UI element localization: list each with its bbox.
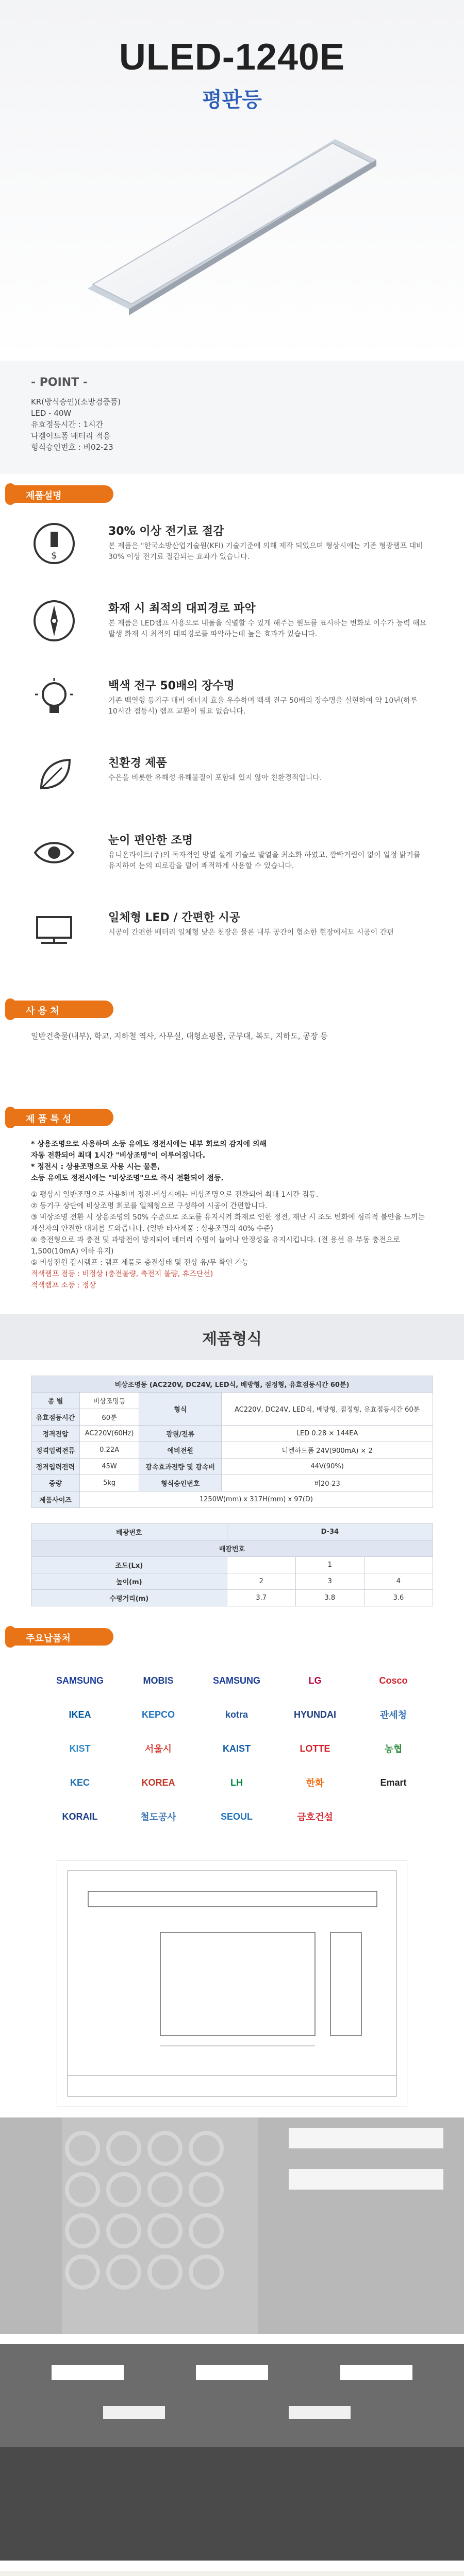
spec-key: 유효점등시간	[31, 1409, 80, 1426]
feature-item	[0, 747, 464, 824]
dist-val: 3	[295, 1573, 364, 1590]
point-item: LED - 40W	[31, 409, 72, 418]
hero-section	[0, 0, 464, 361]
feature-desc: 기존 백열형 등기구 대비 에너지 효율 우수하며 백색 전구 50배의 장수명을 실현하여 약 10년(하루 10시간 점등시) 램프 교환이 필요 없습니다.	[108, 697, 418, 716]
install-photo-1	[0, 2117, 464, 2334]
compass-icon	[31, 598, 77, 644]
special-header	[0, 1097, 464, 1133]
spec-key: 형식승인번호	[139, 1475, 222, 1492]
partner-logo: SEOUL	[220, 1811, 253, 1822]
spec-key: 광원/전류	[139, 1426, 222, 1442]
spec-val: 비상조명등	[79, 1393, 139, 1409]
partner-logo: HYUNDAI	[293, 1709, 336, 1720]
partner-logo: 철도공사	[140, 1812, 176, 1822]
partner-logo: kotra	[225, 1709, 248, 1720]
feature-title: 백색 전구 50배의 장수명	[108, 680, 235, 692]
special-list-item: ⑤ 비상전원 감시램프 : 램프 제품로 충전상태 및 전상 유/무 확인 가능	[31, 1259, 249, 1267]
dist-key: 높이(m)	[31, 1573, 227, 1590]
spec-key: 정격입력전류	[31, 1442, 80, 1459]
dist-val: 2	[227, 1573, 295, 1590]
features-header	[0, 474, 464, 510]
point-list	[31, 396, 464, 453]
dist-col: 배광번호	[31, 1524, 227, 1540]
feature-desc: 시공이 간편한 배터리 일체형 낮은 천장은 물론 내부 공간이 협소한 현장에서도 시공이 간편	[108, 928, 394, 937]
point-section	[0, 361, 464, 474]
partner-logo: 관세청	[379, 1710, 407, 1720]
table-row	[31, 1459, 433, 1475]
spec-val: 44V(90%)	[222, 1459, 433, 1475]
spec-table	[31, 1376, 433, 1508]
dist-val: 3.7	[227, 1590, 295, 1606]
partner-logo: KOREA	[141, 1777, 175, 1788]
product-subtitle: 평판등	[202, 88, 262, 112]
photo-svg	[0, 2344, 464, 2561]
spec-top-header: 비상조명등 (AC220V, DC24V, LED식, 배방형, 점정형, 유효점등시간 60분)	[31, 1376, 433, 1393]
feature-item	[0, 670, 464, 747]
section-label: 제품설명	[26, 490, 62, 501]
section-label-bar	[10, 485, 113, 503]
table-row	[31, 1590, 433, 1606]
spec-key: 광속효과전량 및 광속비	[139, 1459, 222, 1475]
spec-val: 0.22A	[79, 1442, 139, 1459]
feature-item	[0, 824, 464, 902]
partner-logo: 한화	[306, 1778, 324, 1788]
bulb-icon	[31, 675, 77, 721]
special-list-item: ④ 충전형으로 과 충전 및 과방전이 방지되어 배터리 수명이 늘어나 안정성을 유지시킵니다. (전 용선 유 부동 충전으로 1,500(10mA) 이하 유지)	[31, 1236, 400, 1256]
table-row	[31, 1376, 433, 1393]
special-section	[0, 1139, 464, 1314]
point-item: 유효정등시간 : 1시간	[31, 420, 104, 429]
partner-logo: KEPCO	[141, 1709, 175, 1720]
special-list-item: ① 평상시 일반조명으로 사용하며 정전·비상시에는 비상조명으로 전환되어 최대 1시간 점등.	[31, 1191, 319, 1199]
point-item: 나겔어드폼 배터리 적용	[31, 431, 111, 440]
table-row	[31, 1442, 433, 1459]
dist-val	[364, 1557, 433, 1573]
power-icon	[31, 520, 77, 567]
special-line: 소등 유에도 정전시에는 "비상조명"으로 즉시 전환되어 점등.	[31, 1174, 224, 1182]
usage-section	[0, 1025, 464, 1097]
table-row	[31, 1557, 433, 1573]
technical-drawing	[57, 1860, 407, 2107]
spec-key: 정격전압	[31, 1426, 80, 1442]
section-label-bar	[10, 1628, 113, 1646]
section-marker-icon	[5, 1107, 15, 1128]
drawing-svg	[57, 1860, 407, 2107]
partner-logo: KEC	[70, 1777, 90, 1788]
section-label-bar	[10, 1109, 113, 1126]
partner-logo: SAMSUNG	[56, 1675, 104, 1686]
partner-logo: LH	[230, 1777, 243, 1788]
feature-desc: 수은을 비롯한 유해성 유해물질이 포함돼 있지 않아 친환경적입니다.	[108, 774, 322, 782]
spec-val: LED 0.28 × 144EA	[222, 1426, 433, 1442]
feature-item	[0, 515, 464, 592]
spec-key: 종 별	[31, 1393, 80, 1409]
feature-title: 일체형 LED / 간편한 시공	[108, 911, 240, 924]
special-list-item: 적색램프 소등 : 정상	[31, 1281, 96, 1290]
special-list-item: 적색램프 점등 : 비정상 (충전불량, 축전지 불량, 휴즈단선)	[31, 1270, 213, 1278]
dist-val: 3.8	[295, 1590, 364, 1606]
install-icon	[31, 907, 77, 953]
feature-desc: 유니온라이트(주)의 독자적인 방열 설계 기술로 발열을 최소화 하였고, 깜빡거림이 없이 일정 밝기를 유지하여 눈의 피로감을 덜어 쾌적하게 사용할 수 있습니다.	[108, 851, 421, 870]
features-section	[0, 510, 464, 989]
table-row	[31, 1426, 433, 1442]
table-row	[31, 1524, 433, 1540]
eye-icon	[31, 829, 77, 876]
dist-col: D-34	[227, 1524, 433, 1540]
dist-val	[227, 1557, 295, 1573]
dist-val: 1	[295, 1557, 364, 1573]
light-distribution-table	[31, 1523, 433, 1606]
install-photo-3	[0, 2571, 464, 2576]
partners-section	[0, 1653, 464, 1850]
partner-logo: Emart	[380, 1777, 407, 1788]
feature-desc: 본 제품은 "한국소방산업기술원(KFI) 기술기준에 의해 제작 되었으며 형상시에는 기존 형광램프 대비 30% 이상 전기료 절감되는 효과가 있습니다.	[108, 542, 423, 561]
point-item: 형식승인번호 : 비02-23	[31, 443, 113, 452]
spec-val: AC220V(60Hz)	[79, 1426, 139, 1442]
partner-logo: LOTTE	[300, 1743, 330, 1754]
table-row	[31, 1540, 433, 1557]
section-label-bar	[10, 1001, 113, 1018]
partner-logo: Cosco	[379, 1675, 408, 1686]
section-label: 사 용 처	[26, 1006, 59, 1016]
special-text-box	[31, 1139, 433, 1291]
table-row	[31, 1573, 433, 1590]
section-marker-icon	[5, 483, 15, 505]
spec-key: 제품사이즈	[31, 1492, 80, 1508]
spec-val: 니켈하드폼 24V(900mA) × 2	[222, 1442, 433, 1459]
spec-key: 예비전원	[139, 1442, 222, 1459]
section-marker-icon	[5, 1626, 15, 1648]
spec-val: 5kg	[79, 1475, 139, 1492]
feature-title: 화재 시 최적의 대피경로 파악	[108, 602, 256, 615]
spec-val: 60분	[79, 1409, 139, 1426]
partner-logo-grid	[0, 1658, 464, 1839]
partner-logo: 서울시	[144, 1744, 172, 1754]
feature-desc: 본 제품은 LED램프 사용으로 내돌을 식별할 수 있게 해주는 원도를 표시하는 변화보 이수가 능력 해요 발생 화재 시 최적의 대피경로를 파악하는데 높은 효과가 있습니다.	[108, 619, 427, 638]
spec-section	[0, 1360, 464, 1617]
special-list-item: ③ 비상조명 전환 시 상용조명의 50% 수준으로 조도를 유지시켜 화재로 인한 정전, 재난 시 조도 변화에 심리적 불안을 느끼는 재실자의 안전한 대피를 도와줍니다. (일반 타사제품 : 상용조명의 40% 수준)	[31, 1213, 425, 1233]
feature-item	[0, 592, 464, 670]
leaf-icon	[31, 752, 77, 799]
spec-key: 정격입력전력	[31, 1459, 80, 1475]
partner-logo: LG	[308, 1675, 322, 1686]
spec-key: 중량	[31, 1475, 80, 1492]
usage-text: 일반건축물(내부), 학교, 지하철 역사, 사무실, 대형쇼핑몰, 군부대, 복도, 지하도, 공장 등	[31, 1031, 328, 1041]
usage-header	[0, 989, 464, 1025]
spec-val: 비20-23	[222, 1475, 433, 1492]
section-label: 주요납품처	[26, 1633, 71, 1644]
dist-val: 3.6	[364, 1590, 433, 1606]
dist-val: 4	[364, 1573, 433, 1590]
partner-logo: 금호건설	[297, 1812, 333, 1822]
spec-val: 1250W(mm) x 317H(mm) x 97(D)	[79, 1492, 433, 1508]
partner-logo: MOBIS	[143, 1675, 174, 1686]
photo-svg	[0, 2117, 464, 2334]
spec-title: 제품형식	[0, 1314, 464, 1360]
section-marker-icon	[5, 998, 15, 1020]
table-row	[31, 1475, 433, 1492]
partner-logo: 농협	[384, 1744, 403, 1754]
special-list-item: ② 등기구 상단에 비상조명 회로를 일체형으로 구성하여 시공이 간편합니다.	[31, 1202, 268, 1210]
dist-sub: 배광번호	[31, 1540, 433, 1557]
product-title: ULED-1240E	[119, 37, 345, 78]
partner-logo: IKEA	[69, 1709, 91, 1720]
special-line: 자동 전환되어 최대 1시간 "비상조명"이 이루어집니다.	[31, 1151, 206, 1160]
panel-light-illustration	[67, 118, 397, 335]
spec-val: AC220V, DC24V, LED식, 배방형, 점정형, 유효점등시간 60분	[222, 1393, 433, 1426]
partner-logo: KIST	[69, 1743, 91, 1754]
special-line: * 상용조명으로 사용하며 소등 유에도 정전시에는 내부 회로의 감지에 의해	[31, 1140, 267, 1148]
partner-logo: KORAIL	[62, 1811, 98, 1822]
photo-svg	[0, 2571, 464, 2576]
point-title: - POINT -	[31, 376, 88, 389]
spec-key: 형식	[139, 1393, 222, 1426]
partners-header	[0, 1617, 464, 1653]
partner-logo: SAMSUNG	[212, 1675, 260, 1686]
feature-item	[0, 902, 464, 979]
point-item: KR(방식승인)(소방검증품)	[31, 397, 121, 406]
special-line: * 정전시 : 상용조명으로 사용 시는 물론,	[31, 1163, 160, 1171]
table-row	[31, 1393, 433, 1409]
feature-title: 친환경 제품	[108, 757, 167, 770]
spec-val: 45W	[79, 1459, 139, 1475]
dist-key: 수평거리(m)	[31, 1590, 227, 1606]
install-photo-2	[0, 2344, 464, 2561]
special-list	[31, 1189, 433, 1291]
section-label: 제 품 특 성	[26, 1114, 72, 1125]
feature-title: 눈이 편안한 조명	[108, 834, 193, 847]
table-row	[31, 1492, 433, 1508]
dist-key: 조도(Lx)	[31, 1557, 227, 1573]
feature-title: 30% 이상 전기료 절감	[108, 525, 224, 538]
partner-logo: KAIST	[223, 1743, 251, 1754]
svg-text:$: $	[51, 550, 57, 561]
